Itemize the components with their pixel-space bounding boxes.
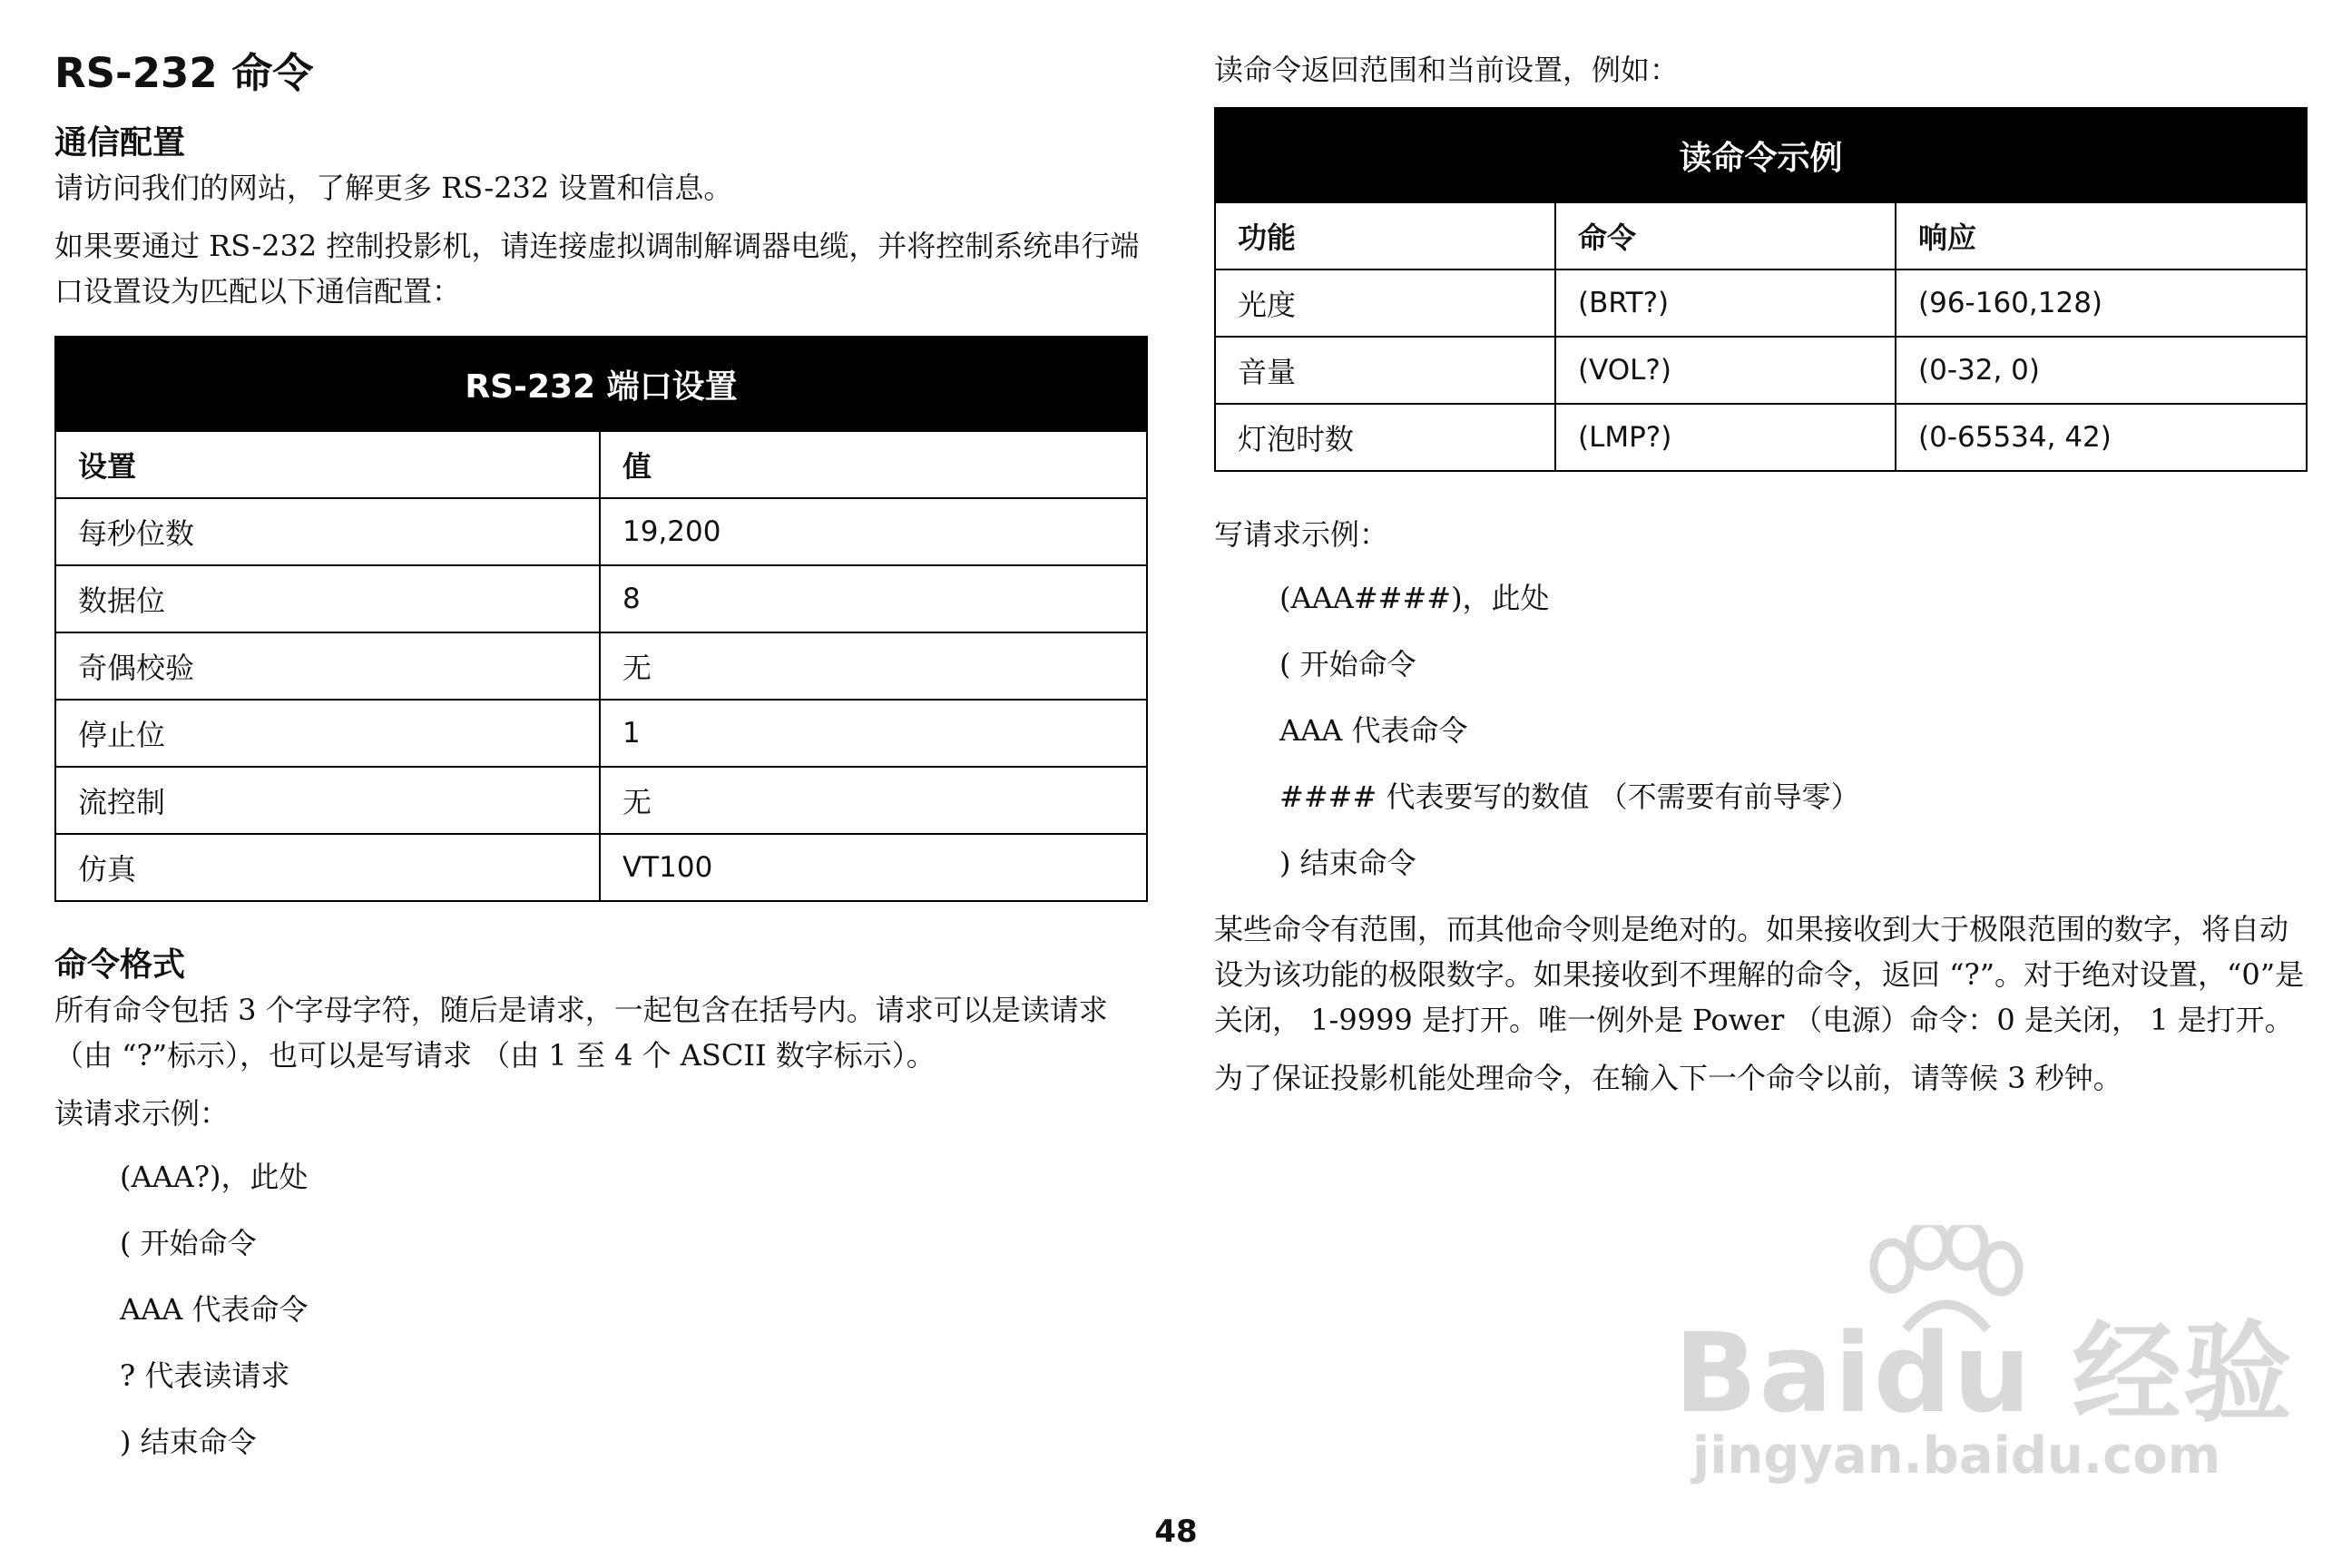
table-row [55,767,1147,834]
table-row [55,565,1147,632]
table-row [55,632,1147,700]
left-column [54,47,1152,1485]
port-table-header-row [55,431,1147,498]
read-table-header-row [1215,202,2307,270]
port-setting-name: 停止位 [55,700,600,767]
read-command-cell: (LMP?) [1555,404,1896,471]
read-response-cell: (0-32, 0) [1896,337,2307,404]
table-row [55,498,1147,565]
page-title: RS-232 命令 [54,49,314,97]
read-function-cell: 音量 [1215,337,1555,404]
table-row [1215,404,2307,471]
port-setting-value: 无 [600,632,1147,700]
write-example-item: ( 开始命令 [1279,647,1416,681]
watermark-sub-text: jingyan.baidu.com [1692,1426,2221,1485]
port-setting-value: 1 [600,700,1147,767]
port-setting-name: 奇偶校验 [55,632,600,700]
port-table-header-setting: 设置 [55,431,600,498]
command-format-paragraph: 所有命令包括 3 个字母字符，随后是请求，一起包含在括号内。请求可以是读请求 （由 “?”标示），也可以是写请求 （由 1 至 4 个 ASCII 数字标示）。 [54,993,1108,1073]
read-example-item: ) 结束命令 [120,1425,257,1459]
read-command-cell: (VOL?) [1555,337,1896,404]
read-function-cell: 光度 [1215,270,1555,337]
comm-config-paragraph-2: 如果要通过 RS-232 控制投影机，请连接虚拟调制解调器电缆，并将控制系统串行端口设置设为匹配以下通信配置： [54,229,1140,309]
command-format-heading: 命令格式 [54,946,186,984]
table-row [1215,337,2307,404]
port-table-header-value: 值 [600,431,1147,498]
paw-icon [1856,1225,2028,1334]
read-table-header-function: 功能 [1215,202,1555,270]
watermark-main-text: Baidu 经验 [1674,1311,2294,1437]
write-example-item: AAA 代表命令 [1279,713,1468,748]
wait-paragraph: 为了保证投影机能处理命令，在输入下一个命令以前，请等候 3 秒钟。 [1214,1061,2122,1095]
port-setting-name: 数据位 [55,565,600,632]
read-function-cell: 灯泡时数 [1215,404,1555,471]
read-response-cell: (0-65534, 42) [1896,404,2307,471]
read-example-item: ( 开始命令 [120,1226,257,1260]
port-setting-name: 仿真 [55,834,600,901]
write-example-item: (AAA####)，此处 [1279,581,1550,615]
port-setting-value: 无 [600,767,1147,834]
read-response-cell: (96-160,128) [1896,270,2307,337]
read-command-table [1214,107,2308,472]
read-table-header-command: 命令 [1555,202,1896,270]
port-settings-table [54,336,1148,902]
read-table-header-response: 响应 [1896,202,2307,270]
table-row [1215,270,2307,337]
read-example-item: ? 代表读请求 [120,1358,290,1393]
write-example-item: ) 结束命令 [1279,846,1416,880]
read-request-intro: 读请求示例： [54,1096,230,1131]
comm-config-paragraph-1: 请访问我们的网站，了解更多 RS-232 设置和信息。 [54,171,733,205]
table-row [55,834,1147,901]
read-return-text: 读命令返回范围和当前设置，例如： [1214,53,1680,87]
baidu-watermark [1674,1225,2294,1488]
port-setting-value: 19,200 [600,498,1147,565]
port-setting-name: 流控制 [55,767,600,834]
port-setting-name: 每秒位数 [55,498,600,565]
port-setting-value: 8 [600,565,1147,632]
read-table-caption-row [1215,108,2307,202]
command-range-paragraph: 某些命令有范围，而其他命令则是绝对的。如果接收到大于极限范围的数字，将自动设为该功能的极限数字。如果接收到不理解的命令，返回 “?”。对于绝对设置，“0”是关闭， 1-9999 是打开。唯一例外是 Power （电源）命令：0 是关闭， 1 是打开。 [1214,912,2305,1037]
write-request-intro: 写请求示例： [1214,517,1389,552]
port-setting-value: VT100 [600,834,1147,901]
read-table-caption: 读命令示例 [1215,108,2307,202]
read-command-cell: (BRT?) [1555,270,1896,337]
port-table-caption-row [55,337,1147,431]
port-table-caption: RS-232 端口设置 [55,337,1147,431]
right-column [1214,47,2312,1113]
write-example-item: #### 代表要写的数值 （不需要有前导零） [1279,779,1860,814]
read-example-item: (AAA?)，此处 [120,1160,309,1194]
read-example-item: AAA 代表命令 [120,1292,309,1327]
page-number: 48 [1154,1514,1198,1550]
table-row [55,700,1147,767]
comm-config-heading: 通信配置 [54,124,186,162]
